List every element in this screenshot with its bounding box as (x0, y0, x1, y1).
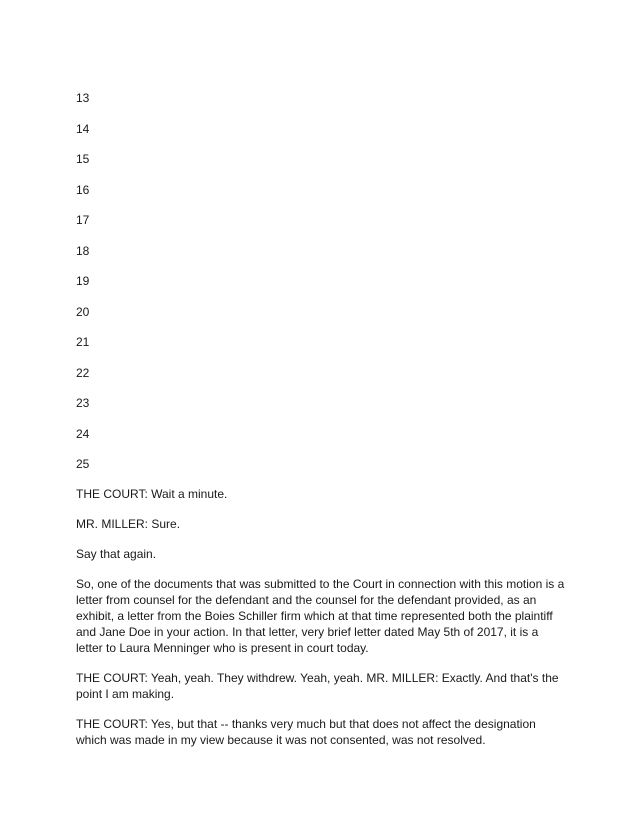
transcript-body (76, 486, 568, 762)
transcript-paragraph: THE COURT: Wait a minute. (76, 487, 228, 501)
line-number: 21 (76, 335, 90, 349)
line-number: 13 (76, 91, 90, 105)
line-number: 24 (76, 426, 90, 441)
line-number: 23 (76, 396, 90, 410)
transcript-paragraph: MR. MILLER: Sure. (76, 517, 181, 531)
line-number: 15 (76, 152, 90, 166)
transcript-paragraph: So, one of the documents that was submitted to the Court in connection with this motion is a letter from counsel for the defendant and the counsel for the defendant provided, as an exhibit, a letter from the Boies Schiller firm which at that time represented both the plaintiff and Jane Doe in your action. In that letter, very brief letter dated May 5th of 2017, it is a letter to Laura Menninger who is present in court today. (76, 577, 565, 655)
transcript-paragraph: THE COURT: Yeah, yeah. They withdrew. Yeah, yeah. MR. MILLER: Exactly. And that's the point I am making. (76, 671, 559, 701)
line-number: 19 (76, 274, 90, 288)
line-number: 20 (76, 304, 90, 319)
line-number-column (76, 90, 136, 487)
line-number: 14 (76, 121, 90, 136)
line-number: 22 (76, 365, 90, 380)
transcript-paragraph: THE COURT: Yes, but that -- thanks very much but that does not affect the designation which was made in my view because it was not consented, was not resolved. (76, 717, 536, 747)
transcript-paragraph: Say that again. (76, 547, 157, 561)
line-number: 17 (76, 213, 90, 227)
line-number: 18 (76, 243, 90, 258)
line-number: 16 (76, 182, 90, 197)
line-number: 25 (76, 457, 90, 471)
